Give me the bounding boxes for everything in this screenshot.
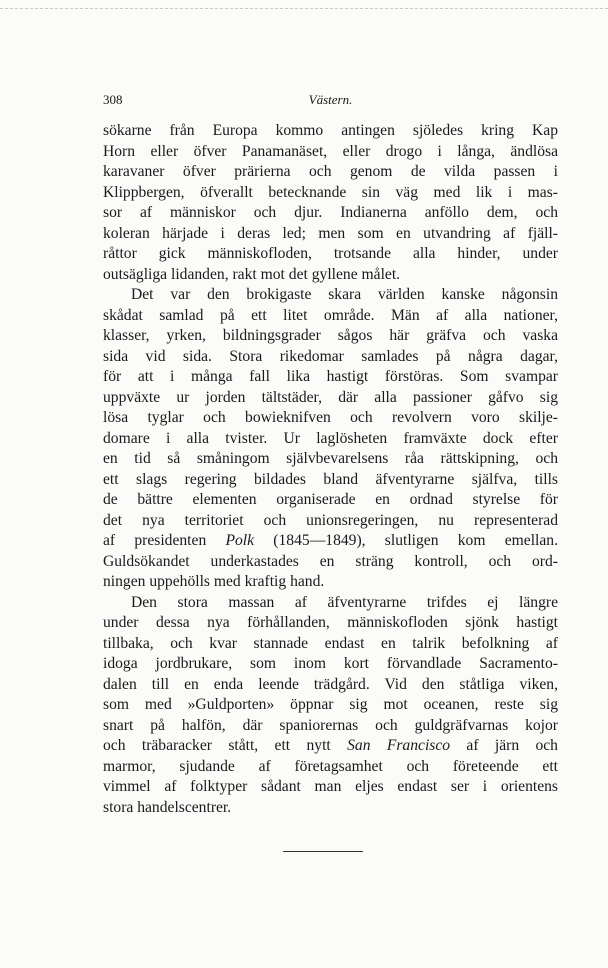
italic-term: Polk <box>225 532 255 549</box>
italic-term: San Francisco <box>347 737 451 754</box>
running-title: Västern. <box>308 92 353 107</box>
text-line: snart på halfön, där spaniorernas och guldgräfvarnas kojor <box>103 716 558 734</box>
text-line: ningen uppehölls med kraftig hand. <box>103 573 325 590</box>
text-line: de bättre elementen organiserade en ordnad styrelse för <box>103 491 558 508</box>
page-header <box>103 92 558 110</box>
text-line: Den stora massan af äfventyrarne trifdes ej längre <box>131 593 558 611</box>
text-line: af presidenten Polk (1845—1849), slutligen kom emellan. <box>103 532 558 549</box>
text-line: råttor gick människofloden, trotsande alla hinder, under <box>103 245 558 262</box>
section-end-rule <box>283 851 363 852</box>
text-line: klasser, yrken, bildningsgrader sågos här gräfva och vaska <box>103 327 558 344</box>
page-number: 308 <box>103 92 123 107</box>
text-line: och träbaracker stått, ett nytt San Francisco af järn och <box>103 737 558 754</box>
text-line: outsägliga lidanden, rakt mot det gyllene målet. <box>103 265 401 283</box>
text-line: Klippbergen, öfverallt betecknande sin väg med lik i mas- <box>103 183 558 201</box>
text-line: skådat samlad på ett litet område. Män af alla nationer, <box>103 306 558 324</box>
text-line: uppväxte ur jorden tältstäder, där alla passioner gåfvo sig <box>103 388 558 406</box>
text-line: idoga jordbrukare, som inom kort förvandlade Sacramento- <box>103 655 558 672</box>
text-line: domare i alla tvister. Ur laglösheten framväxte dock efter <box>103 429 558 447</box>
text-line: som med »Guldporten» öppnar sig mot oceanen, reste sig <box>103 696 558 713</box>
body-text <box>103 121 558 818</box>
text-line: lösa tyglar och bowieknifven och revolvern voro skilje- <box>103 409 558 426</box>
text-line: för att i många fall lika hastigt förstöras. Som svampar <box>103 368 558 385</box>
text-line: Det var den brokigaste skara världen kanske någonsin <box>131 286 558 303</box>
text-line: stora handelscentrer. <box>103 798 232 816</box>
text-line: vimmel af folktyper sådant man eljes endast ser i orientens <box>103 778 558 795</box>
text-line: Guldsökandet underkastades en sträng kontroll, och ord- <box>103 552 558 570</box>
text-line: marmor, sjudande af företagsamhet och företeende ett <box>103 757 558 775</box>
text-line: dalen till en enda leende trädgård. Vid den ståtliga viken, <box>103 675 558 693</box>
paragraph-2 <box>103 285 558 593</box>
text-line: sor af människor och djur. Indianerna anföllo dem, och <box>103 204 558 221</box>
text-line: karavaner öfver prärierna och genom de vilda passen i <box>103 163 558 180</box>
text-line: tillbaka, och kvar stannade endast en talrik befolkning af <box>103 634 558 652</box>
text-line: koleran härjade i deras led; men som en utvandring af fjäll- <box>103 224 558 242</box>
text-line: sökarne från Europa kommo antingen sjöledes kring Kap <box>103 122 558 139</box>
text-line: ett slags regering bildades bland äfventyrarne själfva, tills <box>103 470 558 488</box>
paragraph-1 <box>103 121 558 285</box>
text-line: Horn eller öfver Panamanäset, eller drogo i långa, ändlösa <box>103 142 558 160</box>
text-line: en tid så småningom självbevarelsens råa rättskipning, och <box>103 450 558 467</box>
paragraph-3 <box>103 593 558 819</box>
text-line: under dessa nya förhållanden, människofloden sjönk hastigt <box>103 614 558 631</box>
text-line: det nya territoriet och unionsregeringen, nu representerad <box>103 511 558 529</box>
top-edge-rule <box>0 8 608 9</box>
text-line: sida vid sida. Stora rikedomar samlades på några dagar, <box>103 347 558 365</box>
